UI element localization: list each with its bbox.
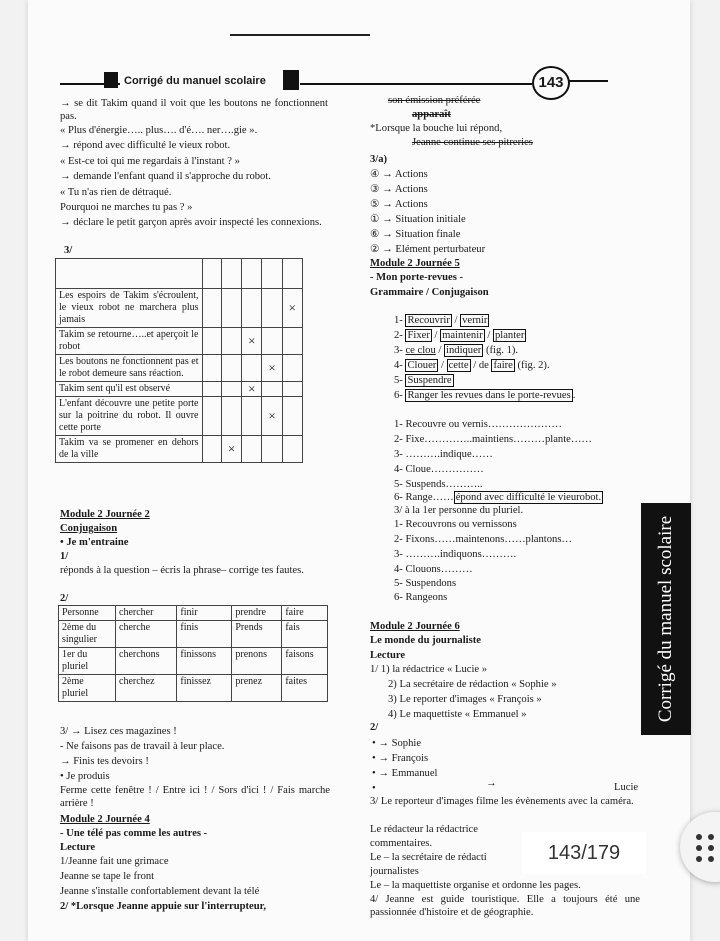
event-order-cell (221, 355, 241, 382)
right-strike-4: Jeanne continue ses pitreries (412, 137, 533, 148)
action-label: → Situation initiale (382, 214, 466, 225)
right-journalistes: journalistes (370, 866, 419, 877)
event-order-cell (242, 397, 262, 436)
event-order-cell (202, 289, 221, 328)
conj-header-cell: chercher (116, 606, 177, 621)
conj-cell: Prends (232, 621, 282, 648)
action-item (370, 183, 428, 196)
right-module2j6: Module 2 Journée 6 (370, 621, 460, 632)
left-line-5: → demande l'enfant quand il s'approche du robot. (60, 171, 271, 182)
event-order-cell (242, 289, 262, 328)
left-je-mentraine: • Je m'entraine (60, 537, 129, 548)
menu-dot (696, 856, 702, 862)
right-list3-1: 1- Recouvrons ou vernissons (394, 519, 517, 530)
header-title: Corrigé du manuel scolaire (124, 75, 266, 87)
event-order-cell (242, 355, 262, 382)
right-list1-3: 3- ce clou / indiquer (fig. 1). (394, 345, 519, 356)
event-text: Takim va se promener en dehors de la ville (56, 436, 203, 463)
table-row (56, 289, 303, 328)
action-number: ⑤ (370, 199, 383, 210)
side-banner (641, 503, 691, 735)
right-list1-6: 6- Ranger les revues dans le porte-revues . (394, 390, 576, 401)
conj-cell: cherchez (116, 675, 177, 702)
right-lucie: Lucie (614, 782, 639, 793)
conj-cell: finissez (177, 675, 232, 702)
right-bullet-3: • → Emmanuel (372, 768, 438, 779)
conj-cell: 2ème du singulier (59, 621, 116, 648)
event-order-cell (262, 328, 282, 355)
event-order-cell (221, 289, 241, 328)
event-order-cell (221, 328, 241, 355)
event-text: Takim sent qu'il est observé (56, 382, 203, 397)
right-q3-1er: 3/ à la 1er personne du pluriel. (394, 505, 524, 516)
event-order-cell: × (221, 436, 241, 463)
conj-cell: 1er du pluriel (59, 648, 116, 675)
conj-cell: cherche (116, 621, 177, 648)
left-line-3: → répond avec difficulté le vieux robot. (60, 140, 231, 151)
right-monde: Le monde du journaliste (370, 635, 481, 646)
right-list3-6: 6- Rangeons (394, 592, 448, 603)
right-list2-6 (394, 491, 603, 504)
left-line-2: « Plus d'énergie….. plus…. d'é…. ner….gie ». (60, 125, 258, 136)
conj-header-cell: faire (282, 606, 328, 621)
left-q2: 2/ (60, 593, 69, 604)
right-redacteur: Le rédacteur la rédactrice (370, 824, 478, 835)
menu-dot (696, 845, 702, 851)
left-module2j2: Module 2 Journée 2 (60, 509, 150, 520)
table-row (56, 382, 303, 397)
conjugation-table (58, 605, 328, 702)
left-line-1: → se dit Takim quand il voit que les boutons ne fonctionnent pas. (60, 98, 328, 122)
right-q2: 2/ (370, 722, 379, 733)
right-q4: 4/ Jeanne est guide touristique. Elle a toujours été une passionnée d'histoire et de géographie. (370, 894, 640, 918)
event-order-cell: × (242, 382, 262, 397)
right-lecture: Lecture (370, 650, 406, 661)
event-order-cell (282, 328, 302, 355)
right-line-3: *Lorsque la bouche lui répond, (370, 123, 503, 134)
left-lect-3: Jeanne s'installe confortablement devant la télé (60, 886, 260, 897)
right-commentaires: commentaires. (370, 838, 433, 849)
right-list2-5: 5- Suspends……….. (394, 479, 483, 490)
left-tele: - Une télé pas comme les autres - (60, 828, 208, 839)
left-q1: 1/ (60, 551, 69, 562)
table-row (59, 675, 328, 702)
top-rule (230, 34, 370, 36)
right-maquettiste: Le – la maquettiste organise et ordonne les pages. (370, 880, 581, 891)
left-conjugaison: Conjugaison (60, 523, 118, 534)
action-label: → Elément perturbateur (382, 244, 486, 255)
conj-cell: 2ème pluriel (59, 675, 116, 702)
event-order-cell (282, 382, 302, 397)
table-row (56, 355, 303, 382)
left-line-7: Pourquoi ne marches tu pas ? » (60, 202, 193, 213)
events-table (55, 258, 303, 463)
side-banner-text: Corrigé du manuel scolaire (655, 515, 676, 723)
right-list2-6-text: 6- Range…… (394, 492, 454, 503)
right-module2j5: Module 2 Journée 5 (370, 258, 460, 269)
event-order-cell (242, 436, 262, 463)
event-text: Takim se retourne…..et aperçoit le robot (56, 328, 203, 355)
conj-cell: finis (177, 621, 232, 648)
page-counter: 143/179 (522, 832, 646, 874)
right-lect1-1: 1/ 1) la rédactrice « Lucie » (370, 664, 488, 675)
menu-dot (708, 845, 714, 851)
left-line-4: « Est-ce toi qui me regardais à l'instant ? » (60, 156, 240, 167)
right-bullet-1: • → Sophie (372, 738, 422, 749)
right-q3a: 3/a) (370, 154, 388, 165)
right-list1-1: 1- Recouvrir / vernir (394, 315, 488, 326)
table-row (59, 648, 328, 675)
conj-cell: finissons (177, 648, 232, 675)
right-list2-4: 4- Cloue…………… (394, 464, 484, 475)
event-order-cell: × (242, 328, 262, 355)
conj-cell: faites (282, 675, 328, 702)
header-block-right (283, 70, 299, 90)
right-lect1-3: 3) Le reporter d'images « François » (388, 694, 542, 705)
left-q3-line-5: Ferme cette fenêtre ! / Entre ici ! / Sors d'ici ! / Fais marche arrière ! (60, 785, 330, 809)
repond-box: épond avec difficulté le vieurobot. (455, 492, 602, 503)
header-block-left (104, 72, 118, 88)
event-order-cell (221, 382, 241, 397)
left-q3-line-3: → Finis tes devoirs ! (60, 756, 149, 767)
conj-header-cell: Personne (59, 606, 116, 621)
table-row (56, 328, 303, 355)
left-module2j4: Module 2 Journée 4 (60, 814, 150, 825)
conj-cell: prenez (232, 675, 282, 702)
page-number-badge: 143 (532, 66, 570, 100)
action-number: ③ (370, 184, 383, 195)
conj-cell: fais (282, 621, 328, 648)
left-q1-text: réponds à la question – écris la phrase– corrige tes fautes. (60, 565, 304, 576)
left-lecture: Lecture (60, 842, 96, 853)
event-order-cell (202, 436, 221, 463)
right-q3: 3/ Le reporteur d'images filme les évènements avec la caméra. (370, 796, 634, 807)
event-order-cell: × (262, 355, 282, 382)
header-rule-far (568, 80, 608, 82)
left-q3-line-1: 3/ → Lisez ces magazines ! (60, 726, 177, 737)
menu-dot (696, 834, 702, 840)
event-order-cell (202, 328, 221, 355)
left-q3-line-2: - Ne faisons pas de travail à leur place. (60, 741, 225, 752)
left-q3-line-4: • Je produis (60, 771, 110, 782)
left-lect-2: Jeanne se tape le front (60, 871, 155, 882)
right-grammaire: Grammaire / Conjugaison (370, 287, 489, 298)
event-order-cell (262, 436, 282, 463)
action-label: → Actions (382, 199, 428, 210)
action-item (370, 198, 428, 211)
right-lect1-4: 4) Le maquettiste « Emmanuel » (388, 709, 527, 720)
action-number: ② (370, 244, 383, 255)
right-list2-3: 3- ……….indique…… (394, 449, 493, 460)
conj-cell: cherchons (116, 648, 177, 675)
action-item (370, 213, 466, 226)
event-order-cell (202, 397, 221, 436)
right-list3-4: 4- Clouons……… (394, 564, 473, 575)
action-number: ⑥ (370, 229, 383, 240)
event-order-cell (262, 382, 282, 397)
action-item (370, 228, 460, 241)
conj-header-cell: prendre (232, 606, 282, 621)
right-list2-1: 1- Recouvre ou vernis………………… (394, 419, 562, 430)
left-line-8: → déclare le petit garçon après avoir inspecté les connexions. (60, 217, 322, 228)
conj-header-cell: finir (177, 606, 232, 621)
action-item (370, 168, 428, 181)
conj-cell: prenons (232, 648, 282, 675)
action-label: → Situation finale (382, 229, 461, 240)
header-rule-right (300, 83, 532, 85)
event-text: Les boutons ne fonctionnent pas et le robot demeure sans réaction. (56, 355, 203, 382)
event-order-cell (282, 397, 302, 436)
right-arrow: → (486, 778, 497, 789)
event-order-cell (262, 289, 282, 328)
event-text: Les espoirs de Takim s'écroulent, le vieux robot ne marchera plus jamais (56, 289, 203, 328)
table-row (56, 397, 303, 436)
right-strike-1: son émission préférée (388, 95, 481, 106)
event-order-cell (202, 382, 221, 397)
right-list2-2: 2- Fixe…………..maintiens………plante…… (394, 434, 593, 445)
right-list1-4: 4- Clouer / cette / de faire (fig. 2). (394, 360, 550, 371)
right-list3-2: 2- Fixons……maintenons……plantons… (394, 534, 573, 545)
action-number: ① (370, 214, 383, 225)
menu-dot (708, 834, 714, 840)
right-secretaire: Le – la secrétaire de rédacti (370, 852, 487, 863)
right-bullet-4: • (372, 783, 376, 794)
conj-cell: faisons (282, 648, 328, 675)
right-list3-3: 3- ……….indiquons………. (394, 549, 517, 560)
right-strike-2: apparaît (412, 109, 451, 120)
menu-dot (708, 856, 714, 862)
right-list3-5: 5- Suspendons (394, 578, 457, 589)
action-label: → Actions (382, 169, 428, 180)
right-porte-revues: - Mon porte-revues - (370, 272, 464, 283)
event-text: L'enfant découvre une petite porte sur la poitrine du robot. Il ouvre cette porte (56, 397, 203, 436)
action-label: → Actions (382, 184, 428, 195)
event-order-cell: × (262, 397, 282, 436)
event-order-cell: × (282, 289, 302, 328)
action-item (370, 243, 485, 256)
right-lect1-2: 2) La secrétaire de rédaction « Sophie » (388, 679, 557, 690)
event-order-cell (221, 397, 241, 436)
right-list1-5: 5- Suspendre (394, 375, 452, 386)
right-bullet-2: • → François (372, 753, 429, 764)
right-list1-2: 2- Fixer / maintenir / planter (394, 330, 525, 341)
event-order-cell (282, 355, 302, 382)
left-q3-label: 3/ (64, 245, 73, 256)
left-lect-1: 1/Jeanne fait une grimace (60, 856, 169, 867)
action-number: ④ (370, 169, 383, 180)
table-row (59, 621, 328, 648)
left-lect-4: 2/ *Lorsque Jeanne appuie sur l'interrupteur, (60, 901, 267, 912)
left-line-6: « Tu n'as rien de détraqué. (60, 187, 172, 198)
event-order-cell (202, 355, 221, 382)
table-row (56, 436, 303, 463)
event-order-cell (282, 436, 302, 463)
